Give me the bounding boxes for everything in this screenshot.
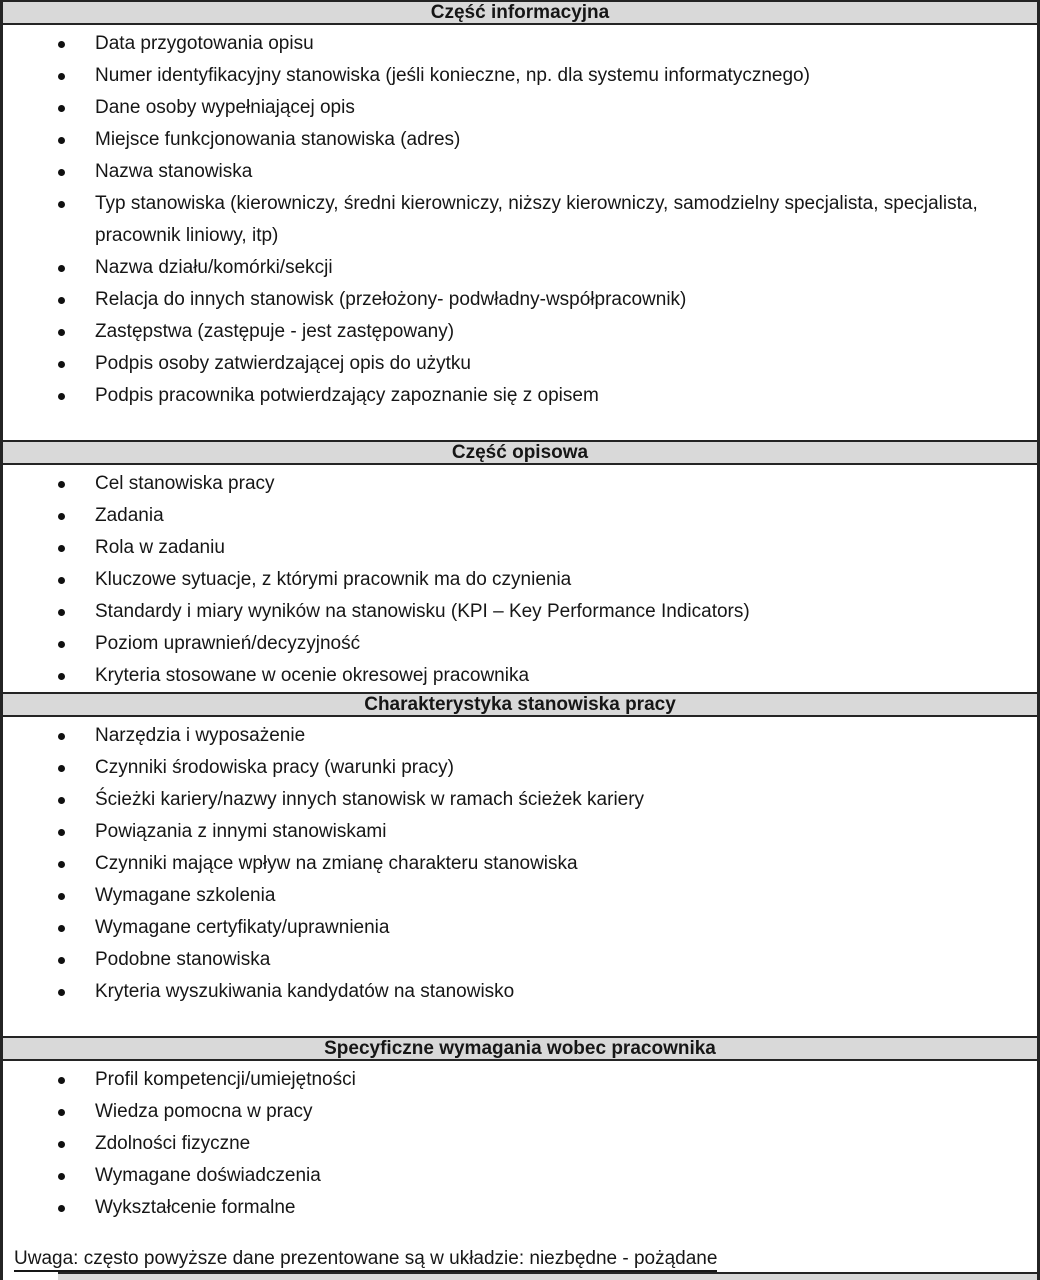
list-item — [3, 252, 1027, 284]
list-item — [3, 880, 1027, 912]
bullet-icon — [58, 1141, 65, 1148]
list-item-text: Czynniki środowiska pracy (warunki pracy) — [95, 757, 454, 778]
list-item-text: Nazwa stanowiska — [95, 161, 253, 182]
bullet-icon — [58, 1109, 65, 1116]
list-item — [3, 60, 1027, 92]
bullet-icon — [58, 577, 65, 584]
list-item-text: Narzędzia i wyposażenie — [95, 725, 306, 746]
bullet-icon — [58, 1077, 65, 1084]
section-header-specyficzne-wymagania: Specyficzne wymagania wobec pracownika — [3, 1036, 1037, 1061]
list-item — [3, 816, 1027, 848]
bullet-icon — [58, 925, 65, 932]
bullet-icon — [58, 1173, 65, 1180]
list-item — [3, 752, 1027, 784]
footer-note-text: Uwaga: często powyższe dane prezentowane są w układzie: niezbędne - pożądane — [14, 1248, 717, 1272]
list-item-text: Miejsce funkcjonowania stanowiska (adres) — [95, 129, 461, 150]
list-item — [3, 660, 1027, 692]
bullet-icon — [58, 297, 65, 304]
list-item — [3, 284, 1027, 316]
list-item-text: Nazwa działu/komórki/sekcji — [95, 257, 333, 278]
bullet-icon — [58, 73, 65, 80]
bullet-icon — [58, 105, 65, 112]
section-header-czesc-informacyjna: Część informacyjna — [3, 0, 1037, 25]
bullet-icon — [58, 673, 65, 680]
list-item-text: Cel stanowiska pracy — [95, 473, 275, 494]
list-item — [3, 596, 1027, 628]
list-item — [3, 348, 1027, 380]
list-item-text: Zadania — [95, 505, 164, 526]
bullet-icon — [58, 829, 65, 836]
list-item — [3, 1128, 1027, 1160]
list-item-text: Poziom uprawnień/decyzyjność — [95, 633, 361, 654]
list-item — [3, 92, 1027, 124]
section-list-informacyjna — [3, 25, 1037, 440]
list-item-text: Powiązania z innymi stanowiskami — [95, 821, 387, 842]
list-item-text: Numer identyfikacyjny stanowiska (jeśli konieczne, np. dla systemu informatycznego) — [95, 65, 810, 86]
list-item-text: Czynniki mające wpływ na zmianę charakteru stanowiska — [95, 853, 578, 874]
list-item-text: Wymagane doświadczenia — [95, 1165, 321, 1186]
footer-note — [3, 1248, 1037, 1270]
list-item-text: Kryteria stosowane w ocenie okresowej pracownika — [95, 665, 530, 686]
bullet-icon — [58, 797, 65, 804]
section-list-charakterystyka — [3, 717, 1037, 1036]
cutoff-section-band — [58, 1272, 1037, 1280]
list-item — [3, 848, 1027, 880]
section-header-czesc-opisowa: Część opisowa — [3, 440, 1037, 465]
list-item-text: Wymagane certyfikaty/uprawnienia — [95, 917, 390, 938]
list-item — [3, 976, 1027, 1008]
list-item-text: Podobne stanowiska — [95, 949, 271, 970]
list-item-text: Ścieżki kariery/nazwy innych stanowisk w ramach ścieżek kariery — [95, 789, 645, 810]
bullet-icon — [58, 989, 65, 996]
section-header-charakterystyka: Charakterystyka stanowiska pracy — [3, 692, 1037, 717]
list-item — [3, 156, 1027, 188]
bullet-icon — [58, 545, 65, 552]
section-list-wymagania — [3, 1061, 1037, 1224]
bullet-icon — [58, 41, 65, 48]
list-item-text: Wiedza pomocna w pracy — [95, 1101, 313, 1122]
list-item-text: Zdolności fizyczne — [95, 1133, 251, 1154]
section-list-opisowa — [3, 465, 1037, 692]
list-item-text: Wykształcenie formalne — [95, 1197, 296, 1218]
bullet-icon — [58, 861, 65, 868]
list-item — [3, 1096, 1027, 1128]
bullet-icon — [58, 265, 65, 272]
list-item-text: Profil kompetencji/umiejętności — [95, 1069, 356, 1090]
bullet-icon — [58, 481, 65, 488]
bullet-icon — [58, 893, 65, 900]
list-item-text: Typ stanowiska (kierowniczy, średni kierowniczy, niższy kierowniczy, samodzielny specjalista, specjalista, pracownik liniowy, itp) — [95, 193, 978, 246]
list-item — [3, 1160, 1027, 1192]
list-item — [3, 188, 1027, 252]
list-item — [3, 720, 1027, 752]
list-item-text: Kryteria wyszukiwania kandydatów na stanowisko — [95, 981, 515, 1002]
list-item-text: Zastępstwa (zastępuje - jest zastępowany) — [95, 321, 455, 342]
bullet-icon — [58, 513, 65, 520]
bullet-icon — [58, 329, 65, 336]
list-item — [3, 468, 1027, 500]
bullet-icon — [58, 137, 65, 144]
list-item-text: Dane osoby wypełniającej opis — [95, 97, 355, 118]
bullet-icon — [58, 201, 65, 208]
list-item-text: Relacja do innych stanowisk (przełożony- podwładny-współpracownik) — [95, 289, 687, 310]
list-item-text: Kluczowe sytuacje, z którymi pracownik ma do czynienia — [95, 569, 572, 590]
list-item — [3, 124, 1027, 156]
list-item — [3, 1064, 1027, 1096]
list-item-text: Podpis osoby zatwierdzającej opis do użytku — [95, 353, 471, 374]
list-item — [3, 316, 1027, 348]
bullet-icon — [58, 361, 65, 368]
list-item — [3, 500, 1027, 532]
list-item-text: Podpis pracownika potwierdzający zapoznanie się z opisem — [95, 385, 599, 406]
bullet-icon — [58, 765, 65, 772]
list-item — [3, 944, 1027, 976]
bullet-icon — [58, 169, 65, 176]
list-item — [3, 28, 1027, 60]
bullet-icon — [58, 609, 65, 616]
list-item — [3, 564, 1027, 596]
bullet-icon — [58, 641, 65, 648]
list-item — [3, 628, 1027, 660]
bullet-icon — [58, 957, 65, 964]
bullet-icon — [58, 733, 65, 740]
list-item — [3, 380, 1027, 412]
bullet-icon — [58, 1205, 65, 1212]
list-item-text: Rola w zadaniu — [95, 537, 225, 558]
list-item-text: Wymagane szkolenia — [95, 885, 276, 906]
bullet-icon — [58, 393, 65, 400]
list-item — [3, 1192, 1027, 1224]
list-item-text: Data przygotowania opisu — [95, 33, 314, 54]
list-item-text: Standardy i miary wyników na stanowisku (KPI – Key Performance Indicators) — [95, 601, 750, 622]
list-item — [3, 912, 1027, 944]
list-item — [3, 532, 1027, 564]
list-item — [3, 784, 1027, 816]
